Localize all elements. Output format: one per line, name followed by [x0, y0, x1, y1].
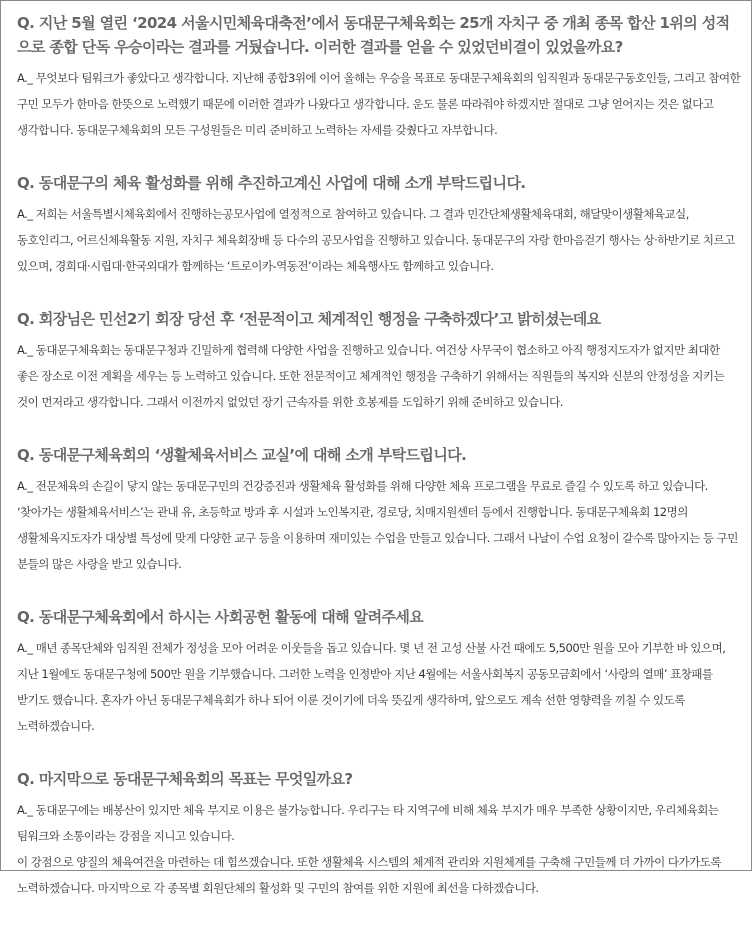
- answer-text: A._ 매년 종목단체와 임직원 전체가 정성을 모아 어려운 이웃들을 돕고 있습니다. 몇 년 전 고성 산불 사건 때에도 5,500만 원을 모아 기부한 바 있으며, 지난 1월에도 동대문구청에 500만 원을 기부했습니다. 그러한 노력을 인정받아 지난 4월에는 서울사회복지 공동모금회에서 ‘사랑의 열매’ 표창패를 받기도 했습니다. 혼자가 아닌 동대문구체육회가 하나 되어 이룬 것이기에 더욱 뜻깊게 생각하며, 앞으로도 계속 선한 영향력을 끼칠 수 있도록 노력하겠습니다.: [17, 641, 726, 733]
- qa-block: [17, 605, 741, 739]
- question-heading: Q. 동대문구의 체육 활성화를 위해 추진하고계신 사업에 대해 소개 부탁드립니다.: [17, 174, 526, 192]
- qa-block: [17, 11, 741, 143]
- answer-text: [17, 797, 741, 901]
- question-heading: Q. 회장님은 민선2기 회장 당선 후 ‘전문적이고 체계적인 행정을 구축하겠다’고 밝히셨는데요: [17, 310, 601, 328]
- question-heading: Q. 마지막으로 동대문구체육회의 목표는 무엇일까요?: [17, 770, 353, 788]
- answer-paragraph: A._ 동대문구에는 배봉산이 있지만 체육 부지로 이용은 불가능합니다. 우리구는 타 지역구에 비해 체육 부지가 매우 부족한 상황이지만, 우리체육회는 팀워크와 소통이라는 강점을 지니고 있습니다.: [17, 803, 719, 843]
- qa-block: [17, 767, 741, 901]
- qa-block: [17, 307, 741, 415]
- answer-text: A._ 무엇보다 팀워크가 좋았다고 생각합니다. 지난해 종합3위에 이어 올해는 우승을 목표로 동대문구체육회의 임직원과 동대문구동호인들, 그리고 참여한 구민 모두가 한마음 한뜻으로 노력했기 때문에 이러한 결과가 나왔다고 생각합니다. 운도 물론 따라줘야 하겠지만 절대로 그냥 얻어지는 것은 없다고 생각합니다. 동대문구체육회의 모든 구성원들은 미리 준비하고 노력하는 자세를 갖췄다고 자부합니다.: [17, 71, 741, 137]
- qa-block: [17, 443, 741, 577]
- answer-paragraph: 이 강점으로 양질의 체육여건을 마련하는 데 힘쓰겠습니다. 또한 생활체육 시스템의 체계적 관리와 지원체계를 구축해 구민들께 더 가까이 다가가도록 노력하겠습니다. 마지막으로 각 종목별 회원단체의 활성화 및 구민의 참여를 위한 지원에 최선을 다하겠습니다.: [17, 855, 721, 895]
- answer-text: A._ 동대문구체육회는 동대문구청과 긴밀하게 협력해 다양한 사업을 진행하고 있습니다. 여건상 사무국이 협소하고 아직 행정지도자가 없지만 최대한 좋은 장소로 이전 계획을 세우는 등 노력하고 있습니다. 또한 전문적이고 체계적인 행정을 구축하기 위해서는 직원들의 복지와 신분의 안정성을 지키는 것이 먼저라고 생각합니다. 그래서 이전까지 없었던 장기 근속자를 위한 호봉제를 도입하기 위해 준비하고 있습니다.: [17, 343, 725, 409]
- question-heading: Q. 동대문구체육회에서 하시는 사회공헌 활동에 대해 알려주세요: [17, 608, 424, 626]
- qa-block: [17, 171, 741, 279]
- interview-article: [17, 11, 741, 929]
- question-heading: Q. 지난 5월 열린 ‘2024 서울시민체육대축전’에서 동대문구체육회는 25개 자치구 중 개최 종목 합산 1위의 성적으로 종합 단독 우승이라는 결과를 거뒀습니다. 이러한 결과를 얻을 수 있었던비결이 있었을까요?: [17, 14, 730, 56]
- answer-text: A._ 저희는 서울특별시체육회에서 진행하는공모사업에 열정적으로 참여하고 있습니다. 그 결과 민간단체생활체육대회, 해달맞이생활체육교실, 동호인리그, 어르신체육활동 지원, 자치구 체육회장배 등 다수의 공모사업을 진행하고 있습니다. 동대문구의 자랑 한마음걷기 행사는 상·하반기로 치르고 있으며, 경희대·시립대·한국외대가 함께하는 ‘트로이카-역동전’이라는 체육행사도 함께하고 있습니다.: [17, 207, 735, 273]
- question-heading: Q. 동대문구체육회의 ‘생활체육서비스 교실’에 대해 소개 부탁드립니다.: [17, 446, 467, 464]
- answer-text: A._ 전문체육의 손길이 닿지 않는 동대문구민의 건강증진과 생활체육 활성화를 위해 다양한 체육 프로그램을 무료로 즐길 수 있도록 하고 있습니다. ‘찾아가는 생활체육서비스’는 관내 유, 초등학교 방과 후 시설과 노인복지관, 경로당, 치매지원센터 등에서 진행합니다. 동대문구체육회 12명의 생활체육지도자가 대상별 특성에 맞게 다양한 교구 등을 이용하며 재미있는 수업을 만들고 있습니다. 그래서 나날이 수업 요청이 갈수록 많아지는 등 구민 분들의 많은 사랑을 받고 있습니다.: [17, 479, 738, 571]
